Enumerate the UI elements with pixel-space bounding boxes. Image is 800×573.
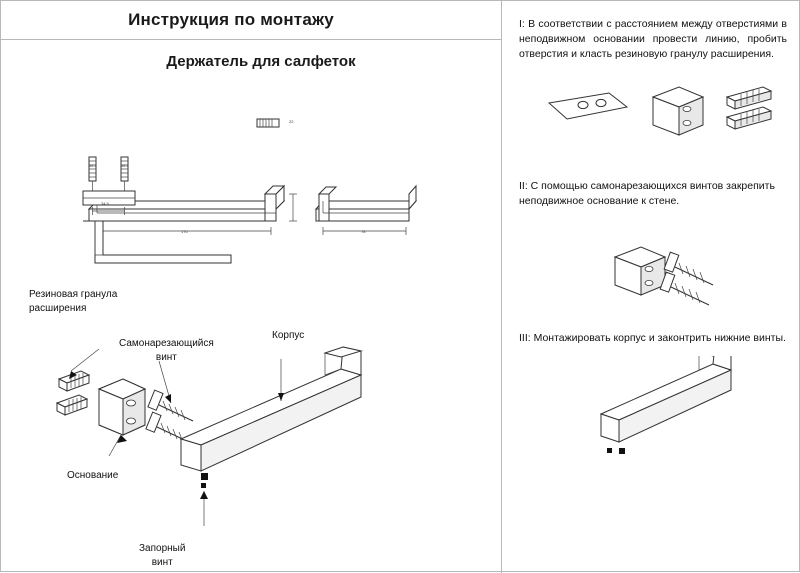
dim-length: 170 — [181, 229, 188, 234]
panel-divider — [501, 1, 502, 573]
step-3-illustration — [581, 356, 781, 486]
dim-depth: 78 — [361, 229, 366, 234]
granule-icon-1 — [727, 87, 771, 109]
exploded-view — [41, 331, 461, 541]
granule-icon-2 — [727, 107, 771, 129]
step-3-text: III: Монтажировать корпус и законтрить нижние винты. — [519, 332, 786, 344]
base-block-icon-2 — [615, 247, 665, 295]
dim-base-width: 48.5 — [89, 163, 97, 168]
dimension-height — [289, 194, 297, 221]
page-title: Инструкция по монтажу — [128, 10, 334, 29]
dim-base-width-2: 48.5 — [121, 163, 129, 168]
holder-body — [181, 347, 361, 471]
page-subtitle: Держатель для салфеток — [166, 53, 356, 70]
locking-screw-marks — [607, 448, 625, 454]
callout-screw-line2: винт — [155, 352, 177, 363]
base-plate-drawing — [61, 151, 281, 271]
rubber-granule-icon-2 — [57, 395, 87, 415]
screw-symbol-top — [257, 119, 279, 127]
step-2-text: II: С помощью самонарезающихся винтов закрепить неподвижное основание к стене. — [519, 180, 775, 207]
callout-self-tapping-screw — [119, 337, 214, 365]
dim-base-spacing: 34.5 — [101, 201, 109, 206]
title-rule — [1, 39, 501, 40]
callout-locking-screw — [139, 542, 185, 570]
callout-rubber-granule — [29, 288, 117, 316]
dim-height: 22 — [289, 119, 294, 124]
callout-base: Основание — [67, 470, 119, 481]
locking-screw-icon — [201, 473, 208, 488]
side-view — [316, 186, 416, 221]
step-1-illustration — [531, 81, 781, 151]
callout-body: Корпус — [272, 330, 305, 341]
base-block-icon — [653, 87, 703, 135]
callout-locking-line1: Запорный — [139, 543, 186, 554]
callout-screw-line1: Самонарезающийся — [119, 338, 214, 349]
step-1-text: I: В соответствии с расстоянием между отверстиями в неподвижном основании провести линию, пробить отверстия и класть резиновую гранулу расширения. — [519, 18, 787, 60]
holder-body-mounted — [601, 356, 731, 442]
profile-l-shape — [83, 221, 231, 263]
callout-rubber-granule-line2: расширения — [29, 303, 87, 314]
wall-plate-icon — [549, 93, 627, 119]
base-block — [99, 379, 145, 435]
callout-locking-line2: винт — [151, 557, 173, 568]
callout-rubber-granule-line1: Резиновая гранула — [29, 289, 118, 300]
step-2-illustration — [601, 241, 781, 321]
